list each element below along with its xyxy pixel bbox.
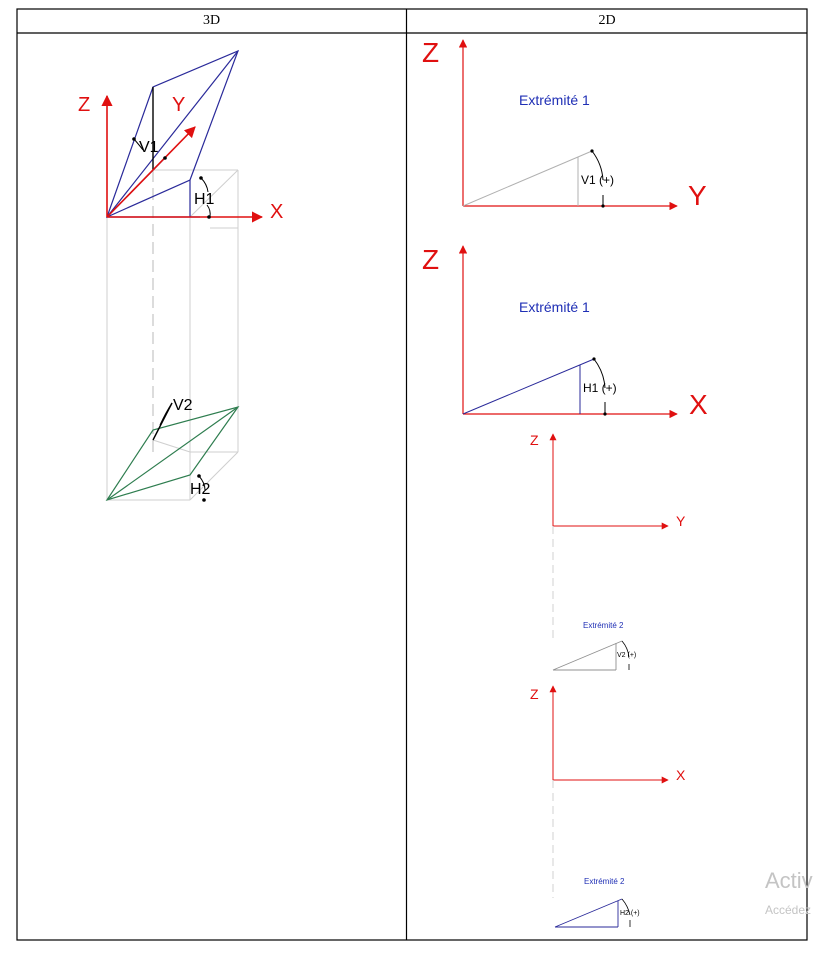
axis-y-label-3d: Y: [172, 94, 186, 116]
header-2d: 2D: [598, 13, 616, 28]
axis-z-label-3d: Z: [78, 94, 91, 116]
label-v2-3d: V2: [173, 397, 193, 414]
label-v1-3d: V1: [139, 139, 159, 156]
activation-watermark-title: Activ: [765, 868, 813, 893]
panel-1-axis-h: Y: [688, 180, 707, 211]
panel-4-axis-h: X: [676, 767, 686, 783]
panel-3-angle: V2 (+): [617, 652, 637, 659]
panel-3: [530, 432, 686, 670]
panel-1: [422, 37, 707, 211]
panel-2-title: Extrémité 1: [519, 299, 590, 315]
panel-1-title: Extrémité 1: [519, 92, 590, 108]
panel-4: [530, 686, 686, 927]
panel-2-axis-h: X: [689, 389, 708, 420]
panel-2-axis-v: Z: [422, 244, 440, 275]
panel-2: [422, 244, 708, 420]
panel-2-angle: H1 (+): [583, 381, 617, 395]
activation-watermark-subtitle: Accédez: [765, 903, 812, 917]
label-h2-3d: H2: [190, 481, 211, 498]
panel-1-angle: V1 (+): [581, 173, 615, 187]
panel-4-axis-v: Z: [530, 686, 539, 702]
label-h1-3d: H1: [194, 191, 215, 208]
axis-x-label-3d: X: [270, 201, 284, 223]
header-3d: 3D: [202, 13, 221, 28]
panel-1-axis-v: Z: [422, 37, 440, 68]
panel-3-axis-v: Z: [530, 432, 539, 448]
panel-3-title: Extrémité 2: [583, 621, 624, 630]
panel-3-axis-h: Y: [676, 513, 686, 529]
panel-4-title: Extrémité 2: [584, 877, 625, 886]
panel-4-angle: H2 (+): [620, 910, 640, 917]
